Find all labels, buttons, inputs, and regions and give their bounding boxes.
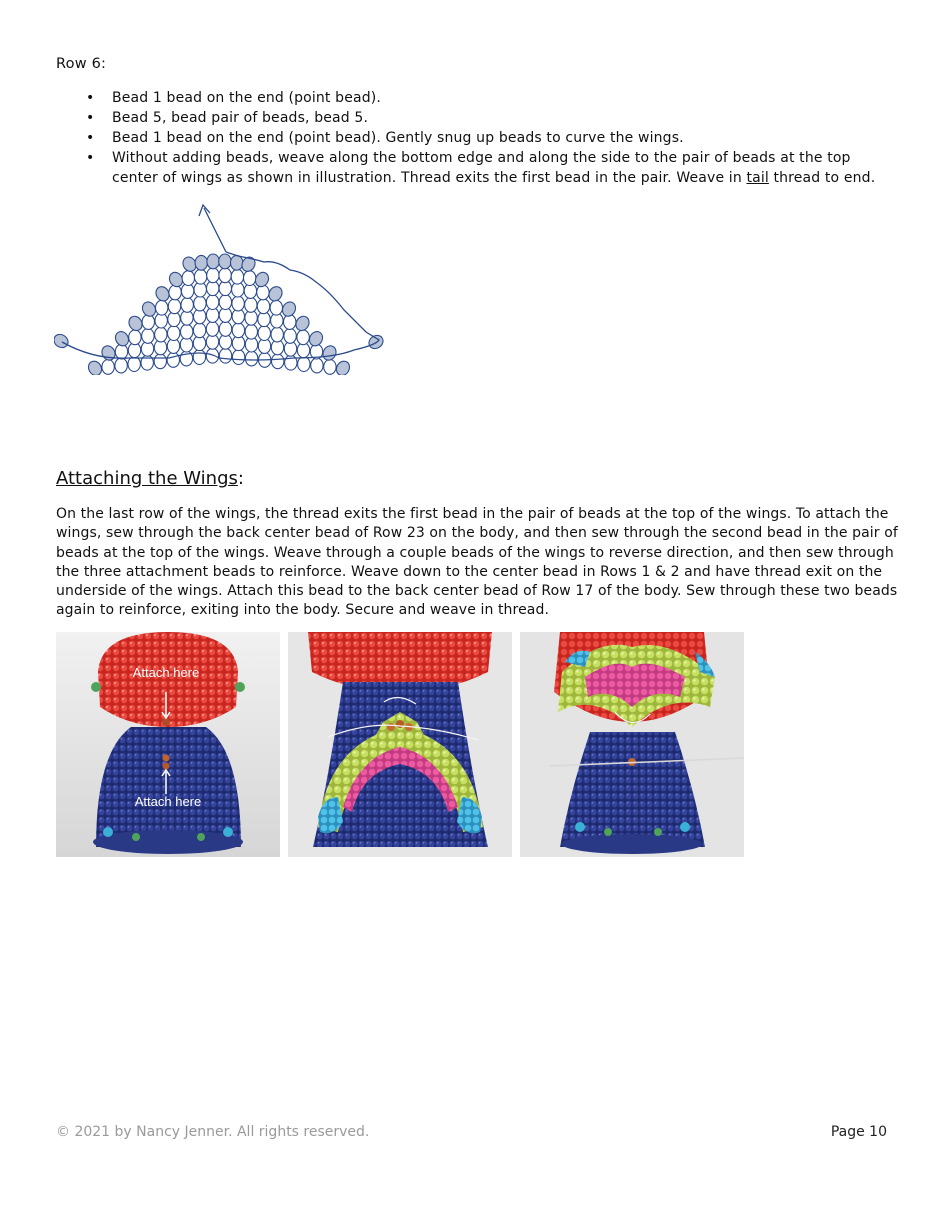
- diagram-bead: [193, 323, 205, 338]
- diagram-bead: [194, 296, 206, 311]
- diagram-bead-new: [280, 300, 298, 319]
- diagram-exit-arrow: [204, 208, 226, 252]
- diagram-bead-new: [219, 254, 231, 269]
- diagram-bead: [231, 269, 243, 284]
- step-text-underlined: tail: [746, 170, 769, 186]
- photo-wings-underside: [288, 632, 512, 857]
- diagram-bead: [155, 327, 167, 342]
- section-title-text: Attaching the Wings: [56, 468, 238, 489]
- step-text-after: thread to end.: [768, 170, 876, 186]
- diagram-bead-new: [207, 254, 219, 269]
- diagram-bead: [129, 330, 141, 345]
- diagram-bead-new: [195, 255, 207, 270]
- diagram-bead: [245, 298, 257, 313]
- step-text: Bead 1 bead on the end (point bead).: [112, 90, 381, 106]
- diagram-bead: [142, 329, 154, 344]
- diagram-bead: [181, 324, 193, 339]
- diagram-bead: [194, 269, 206, 284]
- diagram-bead: [206, 295, 218, 310]
- diagram-bead: [298, 357, 310, 372]
- diagram-bead: [168, 326, 180, 341]
- diagram-bead: [232, 350, 244, 365]
- diagram-bead: [102, 360, 114, 375]
- diagram-bead: [168, 299, 180, 314]
- step-item: [56, 128, 896, 148]
- diagram-bead: [206, 322, 218, 337]
- diagram-bead: [219, 295, 231, 310]
- row-heading: Row 6:: [56, 56, 107, 72]
- step-item: [56, 108, 896, 128]
- step-item: [56, 88, 896, 108]
- diagram-bead: [154, 354, 166, 369]
- diagram-bead: [284, 315, 296, 330]
- diagram-bead-new: [334, 359, 352, 375]
- photo-label-bottom: Attach here: [134, 794, 202, 809]
- diagram-bead: [219, 268, 231, 283]
- diagram-bead: [219, 322, 231, 337]
- diagram-bead: [142, 315, 154, 330]
- diagram-bead: [181, 298, 193, 313]
- photo-wings-attached: [520, 632, 744, 857]
- step-text: Bead 5, bead pair of beads, bead 5.: [112, 110, 369, 126]
- diagram-bead: [206, 348, 218, 363]
- diagram-bead-new: [86, 359, 104, 375]
- diagram-arrowhead: [199, 205, 210, 216]
- diagram-bead-new: [231, 255, 243, 270]
- footer-copyright: © 2021 by Nancy Jenner. All rights reserved.: [56, 1124, 370, 1140]
- wing-bead-diagram: [54, 200, 389, 375]
- diagram-bead: [245, 324, 257, 339]
- diagram-bead: [167, 353, 179, 368]
- section-body: On the last row of the wings, the thread exits the first bead in the pair of beads at the top of the wings. To attach the wings, sew through the back center bead of Row 23 on the body, and then sew through the second bead in the pair of beads at the top of the wings. Weave through a couple beads of the wings to reverse direction, and then sew through the three attachment beads to reinforce. Weave down to the center bead in Rows 1 & 2 and have thread exit on the underside of the wings. Attach this bead to the back center bead of Row 17 of the body. Sew through these two beads again to reinforce, exiting into the body. Secure and weave in thread.: [56, 506, 898, 619]
- diagram-bead: [219, 348, 231, 363]
- diagram-bead: [257, 285, 269, 300]
- diagram-bead-new: [320, 343, 338, 362]
- diagram-bead: [232, 323, 244, 338]
- diagram-bead: [257, 299, 269, 314]
- diagram-bead: [272, 354, 284, 369]
- step-text: Bead 1 bead on the end (point bead). Gently snug up beads to curve the wings.: [112, 130, 684, 146]
- diagram-bead-new: [266, 284, 284, 303]
- step-item: [56, 148, 896, 188]
- photo-attach-points: [56, 632, 280, 857]
- footer-page-number: Page 10: [830, 1124, 887, 1140]
- diagram-bead: [128, 357, 140, 372]
- beadwork-diagram: [54, 200, 389, 379]
- diagram-bead: [193, 350, 205, 365]
- diagram-bead: [207, 268, 219, 283]
- diagram-bead: [297, 330, 309, 345]
- step-list: [56, 88, 896, 188]
- diagram-bead: [115, 358, 127, 373]
- diagram-bead: [284, 329, 296, 344]
- diagram-bead: [156, 300, 168, 315]
- diagram-bead: [245, 351, 257, 366]
- diagram-bead: [324, 360, 336, 375]
- diagram-bead: [232, 296, 244, 311]
- photo-label-top: Attach here: [132, 665, 200, 680]
- section-title-colon: :: [237, 468, 244, 489]
- diagram-bead-new: [307, 329, 325, 348]
- diagram-bead: [271, 327, 283, 342]
- section-title: [56, 468, 244, 489]
- diagram-bead: [169, 285, 181, 300]
- diagram-bead: [115, 344, 127, 359]
- diagram-bead-new: [54, 332, 71, 351]
- diagram-bead: [311, 358, 323, 373]
- diagram-bead: [244, 271, 256, 286]
- diagram-bead: [258, 326, 270, 341]
- diagram-bead: [182, 271, 194, 286]
- diagram-bead: [270, 300, 282, 315]
- step-text-before: Without adding beads, weave along the bottom edge and along the side to the pair of beads at the top center of wings as shown in illustration. Thread exits the first bead in the pair. Weave in: [112, 150, 851, 186]
- diagram-bead-new: [293, 314, 311, 333]
